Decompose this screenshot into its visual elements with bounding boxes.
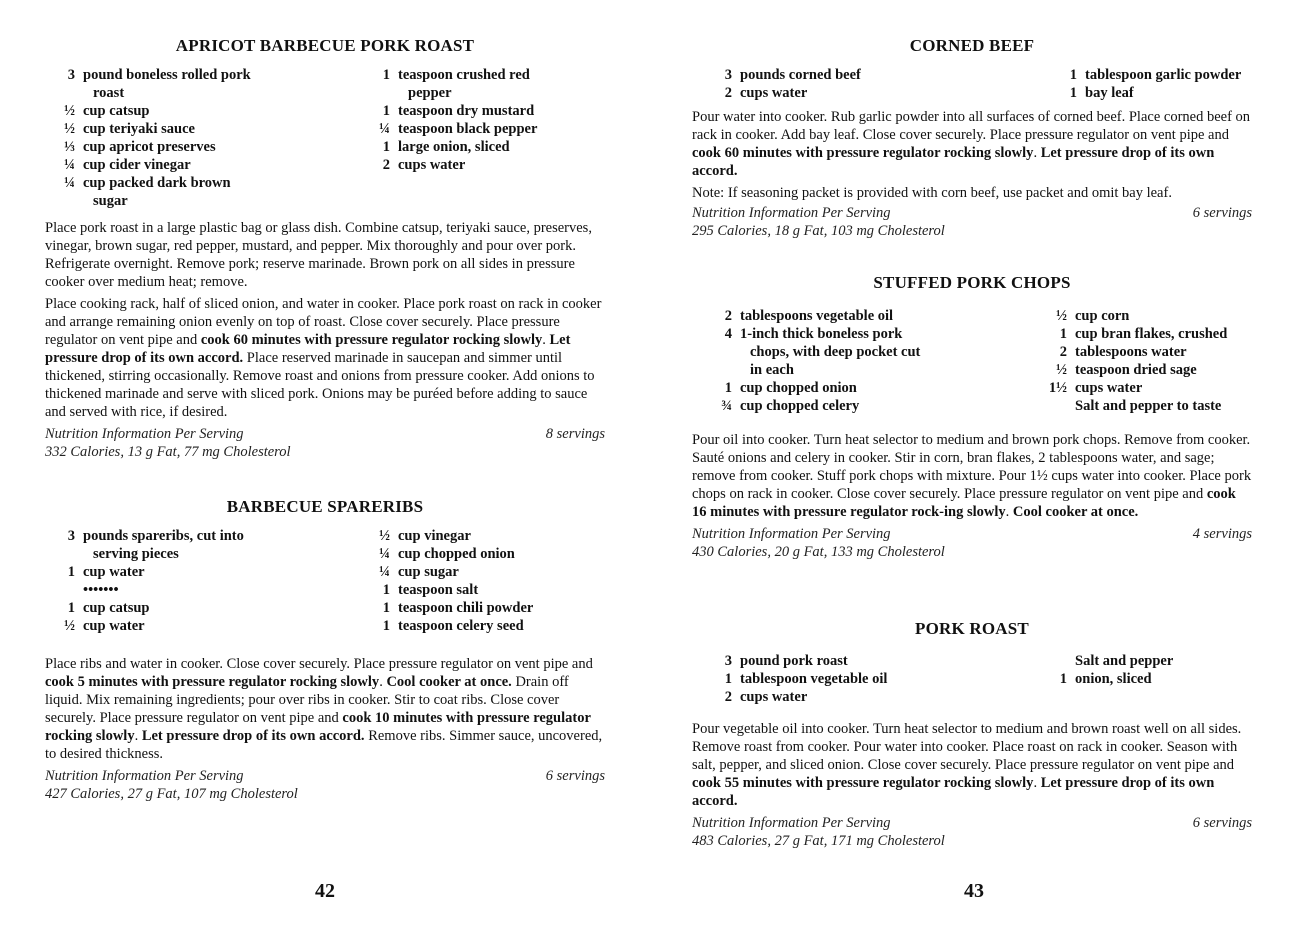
ingredient-line: 1-inch thick boneless pork [740, 326, 903, 342]
ingredient-item [45, 581, 360, 599]
nutrition-label: Nutrition Information Per Serving [692, 205, 891, 221]
ingredient-text [1075, 325, 1252, 343]
instructions-paragraph: Pour water into cooker. Rub garlic powder into all surfaces of corned beef. Place corned beef on rack in cooker. Add bay leaf. Close cover securely. Place pressure regulator on vent pipe and cook 60 minutes with pressure regulator rocking slowly. Let pressure drop of its own accord. [692, 109, 1251, 179]
ingredient-quantity: ¼ [379, 546, 390, 562]
nutrition-label: Nutrition Information Per Serving [692, 526, 891, 542]
ingredient-text [398, 102, 605, 120]
ingredient-line: pounds spareribs, cut into [83, 528, 244, 544]
ingredient-text [740, 84, 1047, 102]
ingredient-item [1037, 397, 1252, 415]
nutrition-values: 430 Calories, 20 g Fat, 133 mg Cholesterol [692, 544, 945, 560]
ingredient-text [740, 688, 1037, 706]
ingredient-quantity: ½ [379, 528, 390, 544]
recipe-stuffed-pork-chops [692, 273, 1252, 561]
ingredient-text [83, 563, 360, 581]
ingredient-text [83, 138, 360, 156]
ingredient-item [360, 527, 605, 545]
ingredient-line-continued: pepper [408, 85, 452, 101]
recipe-barbecue-spareribs [45, 497, 605, 803]
ingredient-text [1075, 652, 1252, 670]
servings: 6 servings [545, 768, 605, 784]
recipe-title: PORK ROAST [915, 619, 1029, 638]
servings: 6 servings [1192, 815, 1252, 831]
ingredient-text [398, 563, 605, 581]
ingredient-list [692, 66, 1252, 102]
ingredient-quantity [45, 581, 83, 599]
ingredient-item [702, 307, 1037, 325]
ingredient-line: onion, sliced [1075, 671, 1152, 687]
ingredient-quantity: 1 [724, 380, 732, 396]
ingredient-text [398, 120, 605, 138]
ingredient-quantity: 2 [1059, 344, 1067, 360]
ingredient-line: teaspoon salt [398, 582, 479, 598]
nutrition-label: Nutrition Information Per Serving [45, 768, 244, 784]
ingredient-item [360, 66, 605, 102]
ingredient-quantity: ¼ [64, 175, 75, 191]
ingredient-item [45, 617, 360, 635]
nutrition-values: 332 Calories, 13 g Fat, 77 mg Cholesterol [45, 444, 291, 460]
ingredient-column [692, 307, 1037, 415]
ingredient-column [692, 66, 1047, 102]
ingredient-quantity: 2 [724, 689, 732, 705]
ingredient-quantity: ½ [64, 618, 75, 634]
nutrition-info [692, 204, 1252, 240]
recipe-apricot-barbecue-pork-roast [45, 36, 605, 461]
ingredient-item [45, 527, 360, 563]
ingredient-item [360, 120, 605, 138]
ingredient-quantity: 3 [67, 528, 75, 544]
ingredient-column [692, 652, 1037, 706]
ingredient-quantity: 1 [1069, 85, 1077, 101]
ingredient-text [398, 581, 605, 599]
recipe-title: CORNED BEEF [909, 36, 1035, 55]
ingredient-line: cup apricot preserves [83, 139, 216, 155]
ingredient-text [740, 670, 1037, 688]
ingredient-item [360, 581, 605, 599]
nutrition-values: 295 Calories, 18 g Fat, 103 mg Cholesterol [692, 223, 945, 239]
ingredient-item [702, 688, 1037, 706]
ingredient-line-continued: serving pieces [93, 546, 179, 562]
ingredient-text [1075, 361, 1252, 379]
ingredient-line: cup corn [1075, 308, 1130, 324]
ingredient-quantity [1037, 652, 1075, 670]
ingredient-text [1085, 84, 1252, 102]
ingredient-text [83, 581, 360, 599]
ingredient-quantity: 1 [382, 67, 390, 83]
instructions-paragraph: Place pork roast in a large plastic bag or glass dish. Combine catsup, teriyaki sauce, preserves, vinegar, brown sugar, red pepper, mustard, and pepper. Mix thoroughly and pour over pork. Refrigerate overnight. Remove pork; reserve marinade. Brown pork on all sides in pressure cooker over medium heat; remove. [45, 220, 592, 290]
ingredient-quantity: 1 [1059, 671, 1067, 687]
ingredient-line: teaspoon black pepper [398, 121, 538, 137]
ingredient-quantity: 1 [1069, 67, 1077, 83]
ingredient-item [1037, 307, 1252, 325]
ingredient-text [398, 527, 605, 545]
ingredient-line: tablespoon garlic powder [1085, 67, 1242, 83]
ingredient-item [45, 156, 360, 174]
ingredient-text [83, 120, 360, 138]
ingredient-quantity: ½ [64, 121, 75, 137]
ingredient-text [398, 156, 605, 174]
ingredient-line: cup bran flakes, crushed [1075, 326, 1228, 342]
ingredient-text [740, 652, 1037, 670]
ingredient-text [1075, 343, 1252, 361]
ingredient-item [360, 617, 605, 635]
ingredient-quantity: 4 [724, 326, 732, 342]
ingredient-quantity: ⅓ [64, 139, 75, 155]
ingredient-item [702, 379, 1037, 397]
ingredient-quantity: 1 [382, 103, 390, 119]
ingredient-quantity: 1 [382, 618, 390, 634]
ingredient-text [83, 102, 360, 120]
ingredient-item [702, 397, 1037, 415]
ingredient-text [1075, 670, 1252, 688]
ingredient-line: cup sugar [398, 564, 459, 580]
ingredient-text [398, 545, 605, 563]
ingredient-line: large onion, sliced [398, 139, 510, 155]
ingredient-line: tablespoons vegetable oil [740, 308, 894, 324]
ingredient-line: cups water [740, 689, 808, 705]
ingredient-text [83, 174, 360, 210]
ingredient-line-continued: in each [750, 362, 794, 378]
ingredient-quantity: ½ [64, 103, 75, 119]
ingredient-text [1075, 379, 1252, 397]
ingredient-item [360, 156, 605, 174]
ingredient-text [83, 617, 360, 635]
nutrition-info [692, 814, 1252, 850]
ingredient-quantity: ¼ [379, 564, 390, 580]
ingredient-item [702, 66, 1047, 84]
ingredient-quantity: ½ [1056, 308, 1067, 324]
ingredient-item [1047, 84, 1252, 102]
ingredient-list [692, 307, 1252, 415]
ingredient-text [1085, 66, 1252, 84]
ingredient-text [398, 599, 605, 617]
ingredient-column [360, 66, 605, 210]
ingredient-item [1037, 379, 1252, 397]
ingredient-quantity: 1 [67, 600, 75, 616]
nutrition-info [692, 525, 1252, 561]
ingredient-line: cups water [1075, 380, 1143, 396]
ingredient-line-continued: roast [93, 85, 125, 101]
nutrition-info [45, 767, 605, 803]
ingredient-quantity: 1 [382, 600, 390, 616]
ingredient-line: teaspoon celery seed [398, 618, 524, 634]
ingredient-quantity: 2 [724, 308, 732, 324]
ingredient-quantity: ½ [1056, 362, 1067, 378]
ingredient-line: Salt and pepper to taste [1075, 398, 1222, 414]
ingredient-quantity: ¼ [379, 121, 390, 137]
page-number: 43 [964, 880, 984, 902]
ingredient-line: cups water [740, 85, 808, 101]
ingredient-item [45, 174, 360, 210]
ingredient-item [360, 102, 605, 120]
ingredient-quantity: 1 [67, 564, 75, 580]
ingredient-line: cup cider vinegar [83, 157, 191, 173]
ingredient-quantity: ¼ [64, 157, 75, 173]
ingredient-line-continued: sugar [93, 193, 128, 209]
ingredient-quantity: 3 [724, 653, 732, 669]
ingredient-item [45, 120, 360, 138]
instructions-paragraph: Pour oil into cooker. Turn heat selector to medium and brown pork chops. Remove from cooker. Sauté onions and celery in cooker. Stir in corn, bran flakes, 2 tablespoons water, and sage; remove from cooker. Stuff pork chops with mixture. Pour 1½ cups water into cooker. Place pork chops on rack in cooker. Close cover securely. Place pressure regulator on vent pipe and cook 16 minutes with pressure regulator rock-ing slowly. Cool cooker at once. [692, 432, 1252, 520]
ingredient-column [45, 66, 360, 210]
ingredient-text [83, 156, 360, 174]
ingredient-line: tablespoon vegetable oil [740, 671, 888, 687]
nutrition-values: 427 Calories, 27 g Fat, 107 mg Cholesterol [45, 786, 298, 802]
nutrition-values: 483 Calories, 27 g Fat, 171 mg Cholesterol [692, 833, 945, 849]
ingredient-item [1037, 652, 1252, 670]
ingredient-item [1037, 361, 1252, 379]
ingredient-item [45, 138, 360, 156]
ingredient-item [360, 138, 605, 156]
ingredient-list [45, 66, 605, 210]
ingredient-line: cup vinegar [398, 528, 471, 544]
ingredient-line: cup teriyaki sauce [83, 121, 195, 137]
ingredient-item [45, 102, 360, 120]
ingredient-text [740, 379, 1037, 397]
ingredient-line: cup catsup [83, 103, 150, 119]
ingredient-line: pound boneless rolled pork [83, 67, 251, 83]
ingredient-line: cup chopped onion [398, 546, 515, 562]
ingredient-quantity: 2 [382, 157, 390, 173]
ingredient-line: ••••••• [83, 582, 119, 598]
servings: 6 servings [1192, 205, 1252, 221]
ingredient-column [45, 527, 360, 635]
ingredient-line: tablespoons water [1075, 344, 1187, 360]
ingredient-item [45, 66, 360, 102]
recipe-pork-roast [692, 619, 1252, 850]
ingredient-column [360, 527, 605, 635]
ingredient-line: cup water [83, 564, 145, 580]
ingredient-quantity: 2 [724, 85, 732, 101]
nutrition-label: Nutrition Information Per Serving [692, 815, 891, 831]
ingredient-line: cup chopped celery [740, 398, 860, 414]
ingredient-item [702, 325, 1037, 379]
ingredient-text [740, 307, 1037, 325]
ingredient-line: cup packed dark brown [83, 175, 231, 191]
ingredient-text [740, 325, 1037, 379]
ingredient-line: teaspoon dried sage [1075, 362, 1197, 378]
recipe-title: BARBECUE SPARERIBS [226, 497, 424, 516]
ingredient-quantity: 1 [1059, 326, 1067, 342]
ingredient-quantity: ¾ [721, 398, 732, 414]
ingredient-line: Salt and pepper [1075, 653, 1174, 669]
ingredient-quantity [1037, 397, 1075, 415]
ingredient-line: pounds corned beef [740, 67, 861, 83]
nutrition-info [45, 425, 605, 461]
ingredient-line: pound pork roast [740, 653, 848, 669]
ingredient-item [702, 670, 1037, 688]
ingredient-quantity: 1 [382, 582, 390, 598]
ingredient-item [360, 563, 605, 581]
ingredient-item [1037, 670, 1252, 688]
recipe-title: APRICOT BARBECUE PORK ROAST [175, 36, 475, 55]
ingredient-line: cup chopped onion [740, 380, 857, 396]
note: Note: If seasoning packet is provided with corn beef, use packet and omit bay leaf. [692, 185, 1172, 201]
ingredient-line: cups water [398, 157, 466, 173]
ingredient-line: teaspoon dry mustard [398, 103, 535, 119]
ingredient-item [45, 563, 360, 581]
ingredient-quantity: 3 [724, 67, 732, 83]
ingredient-text [740, 66, 1047, 84]
ingredient-item [360, 545, 605, 563]
servings: 8 servings [545, 426, 605, 442]
ingredient-quantity: 1 [382, 139, 390, 155]
ingredient-quantity: 1½ [1048, 380, 1067, 396]
ingredient-item [360, 599, 605, 617]
ingredient-column [1037, 652, 1252, 706]
nutrition-label: Nutrition Information Per Serving [45, 426, 244, 442]
ingredient-text [83, 527, 360, 563]
ingredient-column [1047, 66, 1252, 102]
ingredient-line-continued: chops, with deep pocket cut [750, 344, 921, 360]
ingredient-line: teaspoon crushed red [398, 67, 530, 83]
ingredient-text [83, 66, 360, 102]
ingredient-item [702, 652, 1037, 670]
ingredient-item [1037, 343, 1252, 361]
ingredient-quantity: 1 [724, 671, 732, 687]
ingredient-line: teaspoon chili powder [398, 600, 534, 616]
ingredient-item [702, 84, 1047, 102]
recipe-corned-beef [692, 36, 1252, 240]
ingredient-text [1075, 397, 1252, 415]
instructions-paragraph: Pour vegetable oil into cooker. Turn heat selector to medium and brown roast well on all sides. Remove roast from cooker. Pour water into cooker. Place roast on rack in cooker. Season with salt, pepper, and sliced onion. Close cover securely. Place pressure regulator on vent pipe and cook 55 minutes with pressure regulator rocking slowly. Let pressure drop of its own accord. [692, 721, 1242, 809]
instructions-paragraph: Place ribs and water in cooker. Close cover securely. Place pressure regulator on vent pipe and cook 5 minutes with pressure regulator rocking slowly. Cool cooker at once. Drain off liquid. Mix remaining ingredients; pour over ribs in cooker. Stir to coat ribs. Close cover securely. Place pressure regulator on vent pipe and cook 10 minutes with pressure regulator rocking slowly. Let pressure drop of its own accord. Remove ribs. Simmer sauce, uncovered, to desired thickness. [45, 656, 603, 762]
ingredient-text [740, 397, 1037, 415]
ingredient-item [45, 599, 360, 617]
ingredient-line: cup catsup [83, 600, 150, 616]
recipe-title: STUFFED PORK CHOPS [873, 273, 1071, 292]
ingredient-list [45, 527, 605, 635]
servings: 4 servings [1192, 526, 1252, 542]
ingredient-item [1047, 66, 1252, 84]
ingredient-list [692, 652, 1252, 706]
ingredient-text [398, 66, 605, 102]
ingredient-quantity: 3 [67, 67, 75, 83]
ingredient-line: bay leaf [1085, 85, 1134, 101]
page-number: 42 [315, 880, 335, 902]
ingredient-item [1037, 325, 1252, 343]
ingredient-column [1037, 307, 1252, 415]
ingredient-text [1075, 307, 1252, 325]
ingredient-text [398, 617, 605, 635]
ingredient-line: cup water [83, 618, 145, 634]
ingredient-text [83, 599, 360, 617]
instructions-paragraph: Place cooking rack, half of sliced onion, and water in cooker. Place pork roast on rack in cooker and arrange remaining onion evenly on top of roast. Close cover securely. Place pressure regulator on vent pipe and cook 60 minutes with pressure regulator rocking slowly. Let pressure drop of its own accord. Place reserved marinade in saucepan and simmer until thickened, stirring occasionally. Remove roast and onions from pressure cooker. Add onions to thickened marinade and serve with sliced pork. Onions may be puréed before adding to sauce and served with rice, if desired. [45, 296, 602, 420]
ingredient-text [398, 138, 605, 156]
